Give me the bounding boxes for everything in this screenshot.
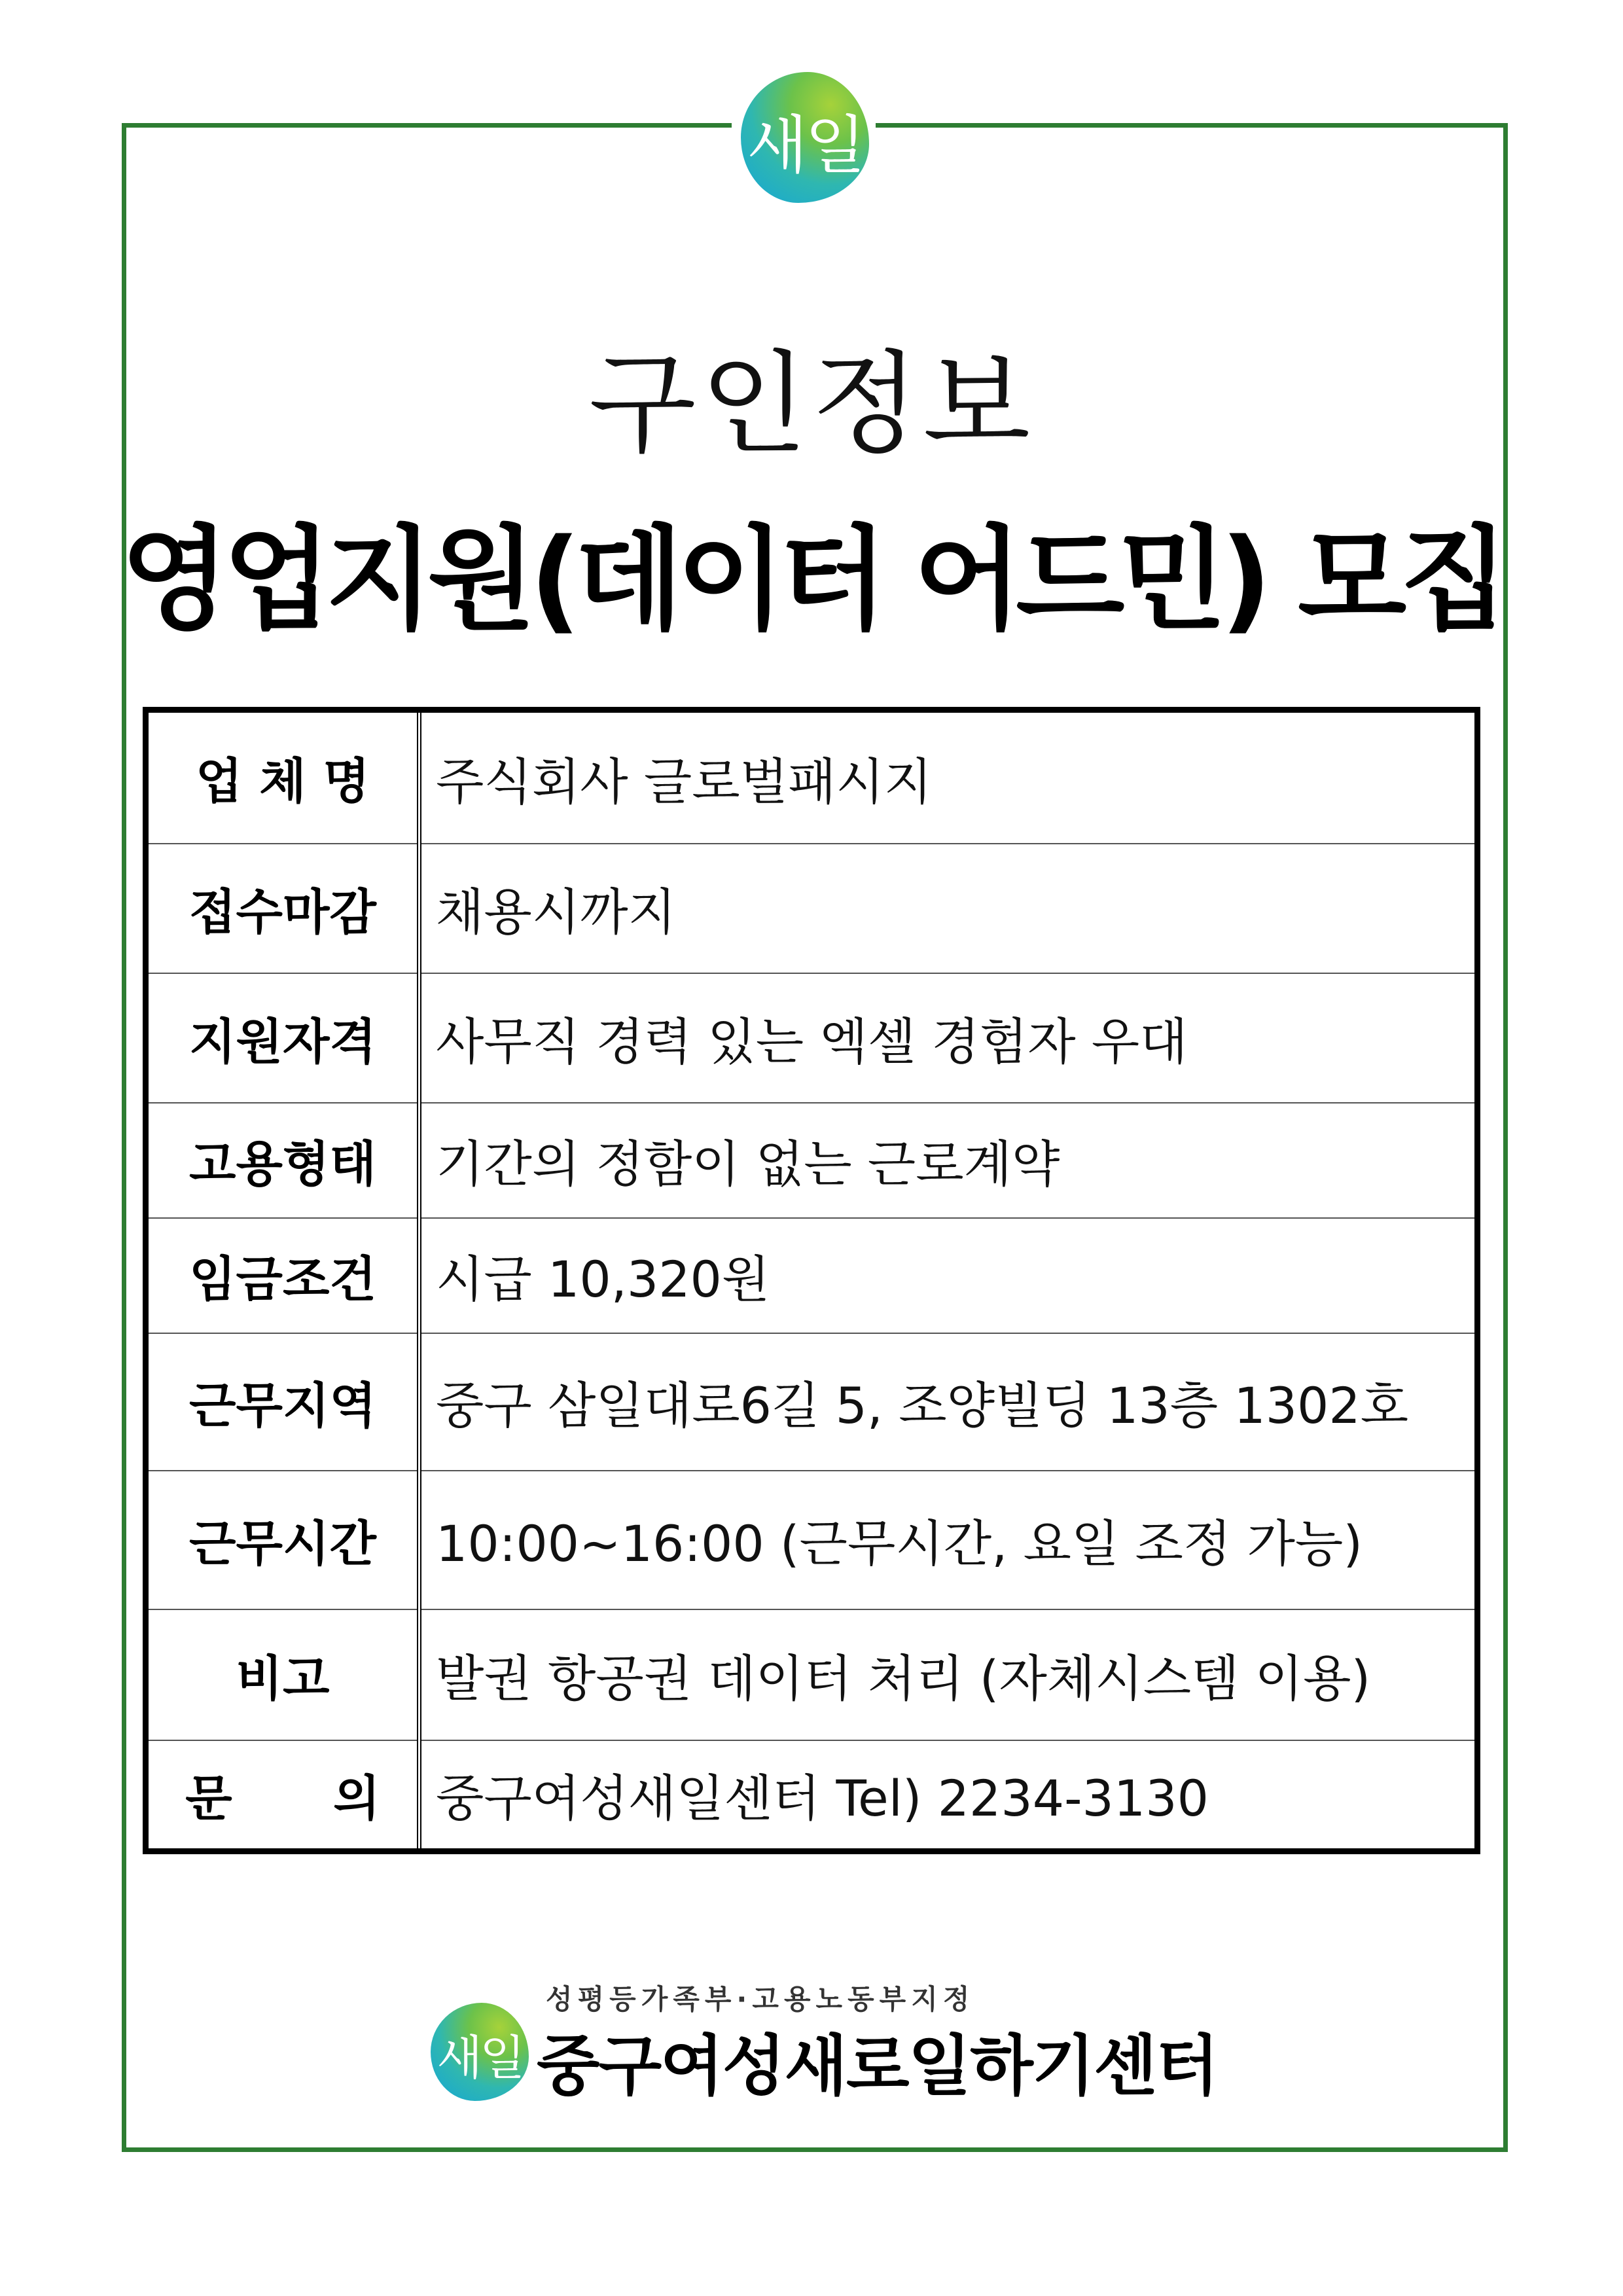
row-key: 임금조건	[146, 1218, 419, 1333]
row-key: 근무지역	[146, 1333, 419, 1471]
table-row	[146, 844, 1478, 973]
saeil-logo-footer	[431, 2003, 533, 2105]
table-row	[146, 710, 1478, 844]
page-title: 영업지원(데이터 어드민) 모집	[120, 514, 1503, 645]
page-label: 구인정보	[588, 340, 1035, 469]
saeil-logo-top	[732, 65, 876, 209]
table-row	[146, 1218, 1478, 1333]
row-key: 근무시간	[146, 1471, 419, 1609]
row-key: 지원자격	[146, 973, 419, 1103]
row-key: 접수마감	[146, 844, 419, 973]
row-key: 고용형태	[146, 1103, 419, 1218]
row-value: 시급 10,320원	[419, 1218, 1478, 1333]
table-row	[146, 1740, 1478, 1852]
row-key: 문 의	[146, 1740, 419, 1852]
logo-blob-icon	[431, 2003, 529, 2101]
row-value: 기간의 정함이 없는 근로계약	[419, 1103, 1478, 1218]
footer-subtitle: 성평등가족부·고용노동부지정	[546, 1983, 975, 2015]
table-row	[146, 1609, 1478, 1740]
table-row	[146, 1471, 1478, 1609]
job-info-table	[143, 707, 1480, 1854]
row-value: 주식회사 글로벌패시지	[419, 710, 1478, 844]
row-value: 사무직 경력 있는 엑셀 경험자 우대	[419, 973, 1478, 1103]
logo-text: 새일	[747, 109, 863, 182]
table-row	[146, 1103, 1478, 1218]
logo-blob-icon	[741, 72, 869, 203]
row-value: 발권 항공권 데이터 처리 (자체시스템 이용)	[419, 1609, 1478, 1740]
row-value: 10:00~16:00 (근무시간, 요일 조정 가능)	[419, 1471, 1478, 1609]
row-value: 중구여성새일센터 Tel) 2234-3130	[436, 1769, 1209, 1828]
table-row	[146, 973, 1478, 1103]
row-value: 중구 삼일대로6길 5, 조양빌딩 13층 1302호	[419, 1333, 1478, 1471]
logo-text: 새일	[437, 2030, 523, 2085]
row-key: 비고	[146, 1609, 419, 1740]
row-value: 채용시까지	[419, 844, 1478, 973]
table-row	[146, 1333, 1478, 1471]
center-name: 중구여성새로일하기센터	[537, 2028, 1218, 2104]
row-key: 업 체 명	[146, 710, 419, 844]
